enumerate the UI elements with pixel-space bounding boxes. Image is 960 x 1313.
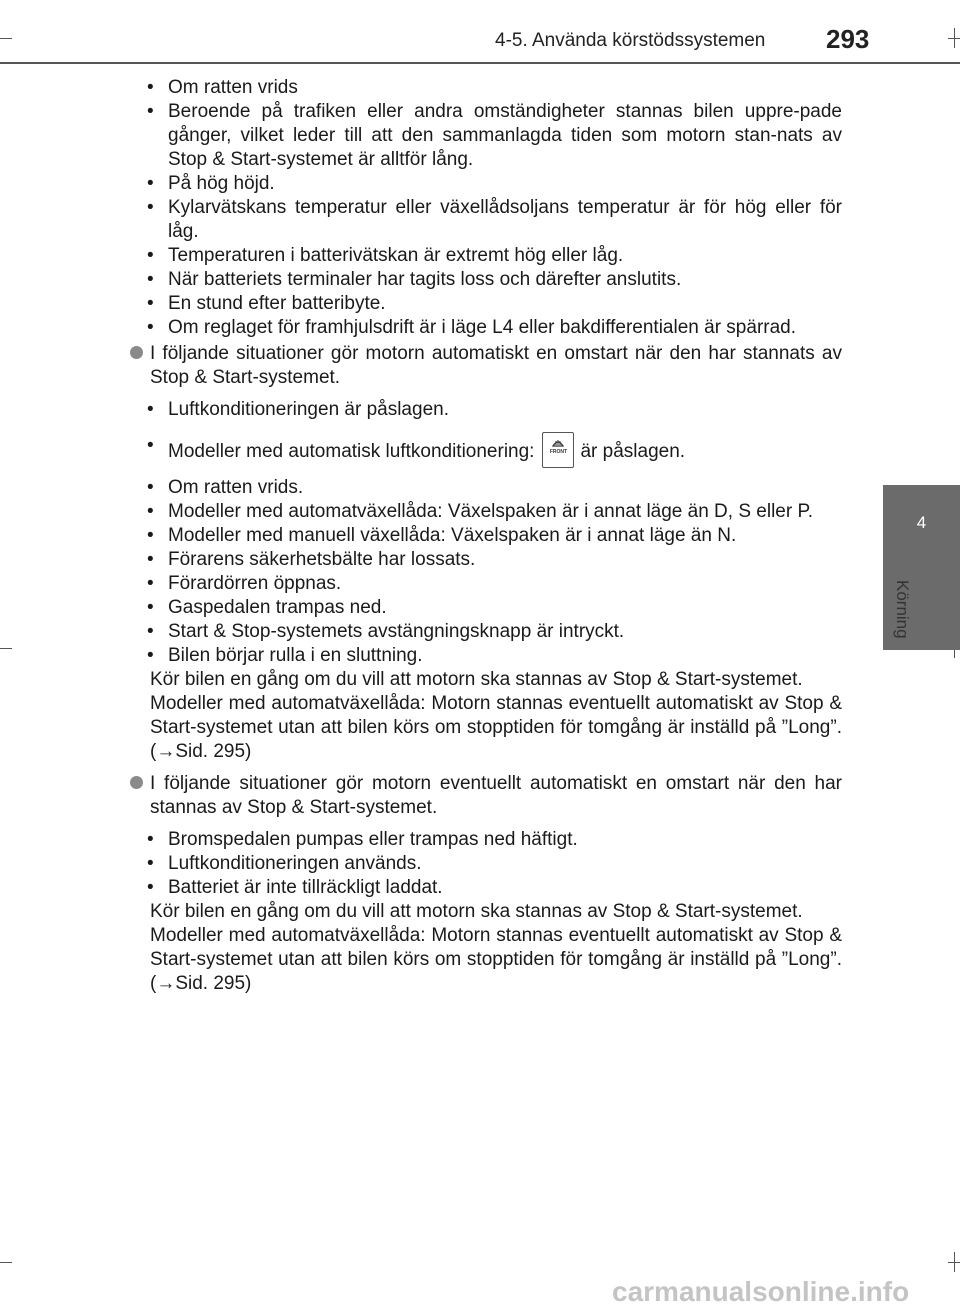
list-item: • Förardörren öppnas.: [130, 572, 842, 596]
crop-mark: [954, 1252, 955, 1272]
watermark: carmanualsonline.info: [612, 1276, 910, 1307]
note-text: Kör bilen en gång om du vill att motorn ska stannas av Stop & Start-systemet.: [150, 901, 803, 922]
list-item: • Beroende på trafiken eller andra omständigheter stannas bilen uppre-pade gånger, vilket leder till att den sammanlagda tiden som motorn stan-nats av Stop & Start-systemet är alltför lång.: [130, 100, 842, 172]
section-heading: [130, 342, 842, 390]
note-text: Modeller med automatväxellåda: Motorn stannas eventuellt automatiskt av Stop & Start-systemet utan att bilen körs om stopptiden för tomgång är inställd på ”Long”. (→Sid. 295): [150, 693, 842, 762]
list-item: • Om ratten vrids: [130, 76, 842, 100]
list-item: • Förarens säkerhetsbälte har lossats.: [130, 548, 842, 572]
header-rule: [0, 62, 960, 64]
list-item: • När batteriets terminaler har tagits loss och därefter anslutits.: [130, 268, 842, 292]
list-item: • Luftkonditioneringen är påslagen.: [130, 398, 842, 422]
circle-bullet-icon: [130, 776, 143, 789]
list-item: • En stund efter batteribyte.: [130, 292, 842, 316]
front-defroster-icon: [542, 432, 574, 468]
note-text: Kör bilen en gång om du vill att motorn ska stannas av Stop & Start-systemet.: [150, 669, 803, 690]
section-heading-text: I följande situationer gör motorn eventuellt automatiskt en omstart när den har stannas av Stop & Start-systemet.: [150, 773, 842, 818]
crop-mark: [0, 648, 12, 649]
list-item-text: är påslagen.: [580, 441, 686, 463]
list-item: • Gaspedalen trampas ned.: [130, 596, 842, 620]
crop-mark: [954, 28, 955, 48]
circle-bullet-icon: [130, 346, 143, 359]
list-item: • Start & Stop-systemets avstängningsknapp är intryckt.: [130, 620, 842, 644]
page-number: 293: [826, 24, 870, 54]
front-icon-label: FRONT: [549, 449, 568, 455]
list-item-text: Modeller med automatisk luftkonditionering:: [168, 441, 535, 463]
list-item: • Batteriet är inte tillräckligt laddat.: [130, 876, 842, 900]
list-item: • Om ratten vrids.: [130, 476, 842, 500]
crop-mark: [0, 1262, 12, 1263]
list-item: • Om reglaget för framhjulsdrift är i läge L4 eller bakdifferentialen är spärrad.: [130, 316, 842, 340]
list-item: • Luftkonditioneringen används.: [130, 852, 842, 876]
main-content: [130, 76, 842, 996]
crop-mark: [0, 38, 12, 39]
list-item: • Bromspedalen pumpas eller trampas ned häftigt.: [130, 828, 842, 852]
list-item: • Modeller med automatväxellåda: Växelspaken är i annat läge än D, S eller P.: [130, 500, 842, 524]
section-heading: [130, 772, 842, 820]
list-item-with-icon: [130, 434, 842, 470]
list-item: • Kylarvätskans temperatur eller växellådsoljans temperatur är för hög eller för låg.: [130, 196, 842, 244]
chapter-number: 4: [916, 513, 927, 532]
list-item: • På hög höjd.: [130, 172, 842, 196]
list-item: • Temperaturen i batterivätskan är extremt hög eller låg.: [130, 244, 842, 268]
chapter-label: Körning: [893, 580, 912, 639]
section-heading-text: I följande situationer gör motorn automatiskt en omstart när den har stannats av Stop & Start-systemet.: [150, 343, 842, 388]
section-title: 4-5. Använda körstödssystemen: [495, 30, 766, 51]
list-item: • Modeller med manuell växellåda: Växelspaken är i annat läge än N.: [130, 524, 842, 548]
list-item: • Bilen börjar rulla i en sluttning.: [130, 644, 842, 668]
note-text: Modeller med automatväxellåda: Motorn stannas eventuellt automatiskt av Stop & Start-systemet utan att bilen körs om stopptiden för tomgång är inställd på ”Long”. (→Sid. 295): [150, 925, 842, 994]
